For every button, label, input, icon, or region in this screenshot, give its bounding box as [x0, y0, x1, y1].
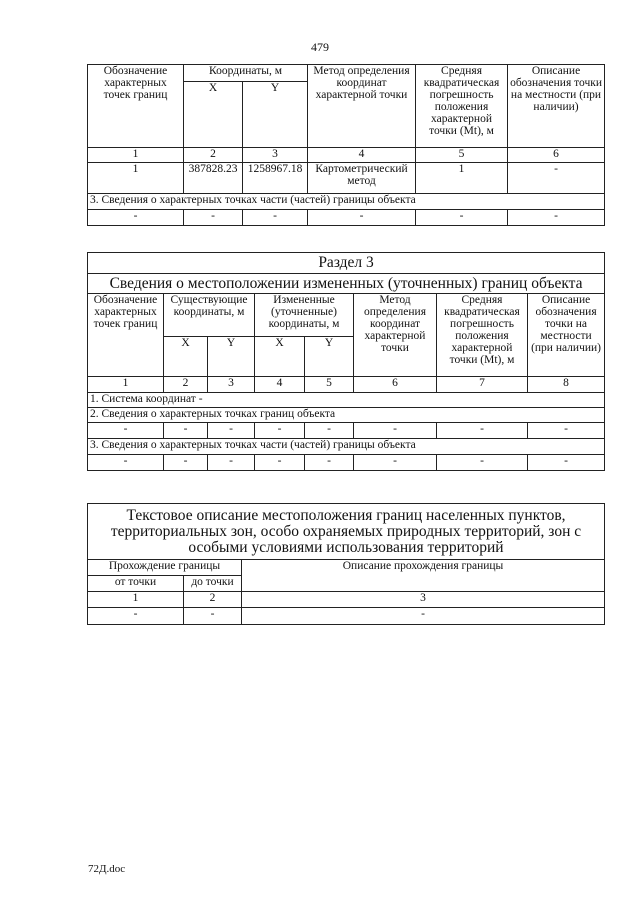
cell-description: -	[508, 163, 605, 194]
cell: -	[354, 455, 437, 471]
cell: 1	[88, 377, 164, 393]
cell: -	[88, 608, 184, 625]
header-y: Y	[243, 82, 308, 148]
table-changed-boundaries	[87, 252, 605, 471]
cell: -	[528, 423, 605, 439]
scan-left-edge	[0, 0, 4, 905]
cell-method: Картометрический метод	[308, 163, 416, 194]
header-method: Метод определения координат характерной точки	[308, 65, 416, 148]
table-row	[88, 608, 605, 625]
cell: 3	[208, 377, 255, 393]
header-y: Y	[208, 337, 255, 377]
section-heading: 2. Сведения о характерных точках границ объекта	[88, 408, 605, 423]
table-row	[88, 163, 605, 194]
cell: 6	[354, 377, 437, 393]
cell-error: 1	[416, 163, 508, 194]
cell: -	[305, 455, 354, 471]
footer-filename: 72Д.doc	[88, 863, 126, 875]
cell: -	[208, 455, 255, 471]
header-passage: Прохождение границы	[88, 560, 242, 576]
table-row	[88, 210, 605, 226]
header-method: Метод определения координат характерной точки	[354, 294, 437, 377]
section-heading: 3. Сведения о характерных точках части (частей) границы объекта	[88, 439, 605, 455]
header-error: Средняя квадратическая погрешность положения характерной точки (Mt), м	[437, 294, 528, 377]
cell: -	[164, 455, 208, 471]
header-x: X	[164, 337, 208, 377]
cell: 2	[184, 148, 243, 163]
page-number: 479	[311, 40, 329, 54]
cell: -	[508, 210, 605, 226]
cell: -	[437, 423, 528, 439]
cell: -	[208, 423, 255, 439]
section-heading: 3. Сведения о характерных точках части (частей) границы объекта	[88, 194, 605, 210]
header-passage-description: Описание прохождения границы	[242, 560, 605, 592]
cell: -	[184, 608, 242, 625]
table-boundary-text-description	[87, 503, 605, 625]
column-numbers-row	[88, 592, 605, 608]
cell: -	[528, 455, 605, 471]
section-title: Текстовое описание местоположения границ населенных пунктов, территориальных зон, особо охраняемых природных территорий, зон с особыми условиями использования территорий	[88, 504, 605, 560]
header-coordinates: Координаты, м	[184, 65, 308, 82]
cell: -	[88, 210, 184, 226]
section-subtitle: Сведения о местоположении измененных (уточненных) границ объекта	[88, 274, 605, 294]
cell: -	[308, 210, 416, 226]
coordinate-system: 1. Система координат -	[88, 393, 605, 408]
header-y: Y	[305, 337, 354, 377]
cell: -	[88, 455, 164, 471]
header-designation: Обозначение характерных точек границ	[88, 294, 164, 377]
cell: 5	[416, 148, 508, 163]
header-changed-coordinates: Измененные (уточненные) координаты, м	[255, 294, 354, 337]
header-x: X	[184, 82, 243, 148]
column-numbers-row	[88, 148, 605, 163]
cell: 3	[242, 592, 605, 608]
table-row	[88, 423, 605, 439]
cell: -	[243, 210, 308, 226]
header-x: X	[255, 337, 305, 377]
header-description: Описание обозначения точки на местности (при наличии)	[508, 65, 605, 148]
cell: 1	[88, 148, 184, 163]
cell: 3	[243, 148, 308, 163]
column-numbers-row	[88, 377, 605, 393]
cell: -	[255, 455, 305, 471]
cell: -	[437, 455, 528, 471]
cell: 7	[437, 377, 528, 393]
header-existing-coordinates: Существующие координаты, м	[164, 294, 255, 337]
cell: 4	[308, 148, 416, 163]
header-to-point: до точки	[184, 576, 242, 592]
cell: -	[354, 423, 437, 439]
cell: -	[164, 423, 208, 439]
header-error: Средняя квадратическая погрешность положения характерной точки (Mt), м	[416, 65, 508, 148]
header-from-point: от точки	[88, 576, 184, 592]
cell: -	[88, 423, 164, 439]
table-row	[88, 455, 605, 471]
section-title: Раздел 3	[88, 253, 605, 274]
cell: -	[184, 210, 243, 226]
cell-point: 1	[88, 163, 184, 194]
cell: -	[416, 210, 508, 226]
cell: 2	[164, 377, 208, 393]
cell: 2	[184, 592, 242, 608]
header-description: Описание обозначения точки на местности (при наличии)	[528, 294, 605, 377]
cell: -	[305, 423, 354, 439]
cell: -	[242, 608, 605, 625]
table-point-coordinates	[87, 64, 605, 226]
cell: 8	[528, 377, 605, 393]
cell: 1	[88, 592, 184, 608]
cell: 5	[305, 377, 354, 393]
cell: 4	[255, 377, 305, 393]
cell-x: 387828.23	[184, 163, 243, 194]
header-designation: Обозначение характерных точек границ	[88, 65, 184, 148]
cell: -	[255, 423, 305, 439]
cell: 6	[508, 148, 605, 163]
cell-y: 1258967.18	[243, 163, 308, 194]
